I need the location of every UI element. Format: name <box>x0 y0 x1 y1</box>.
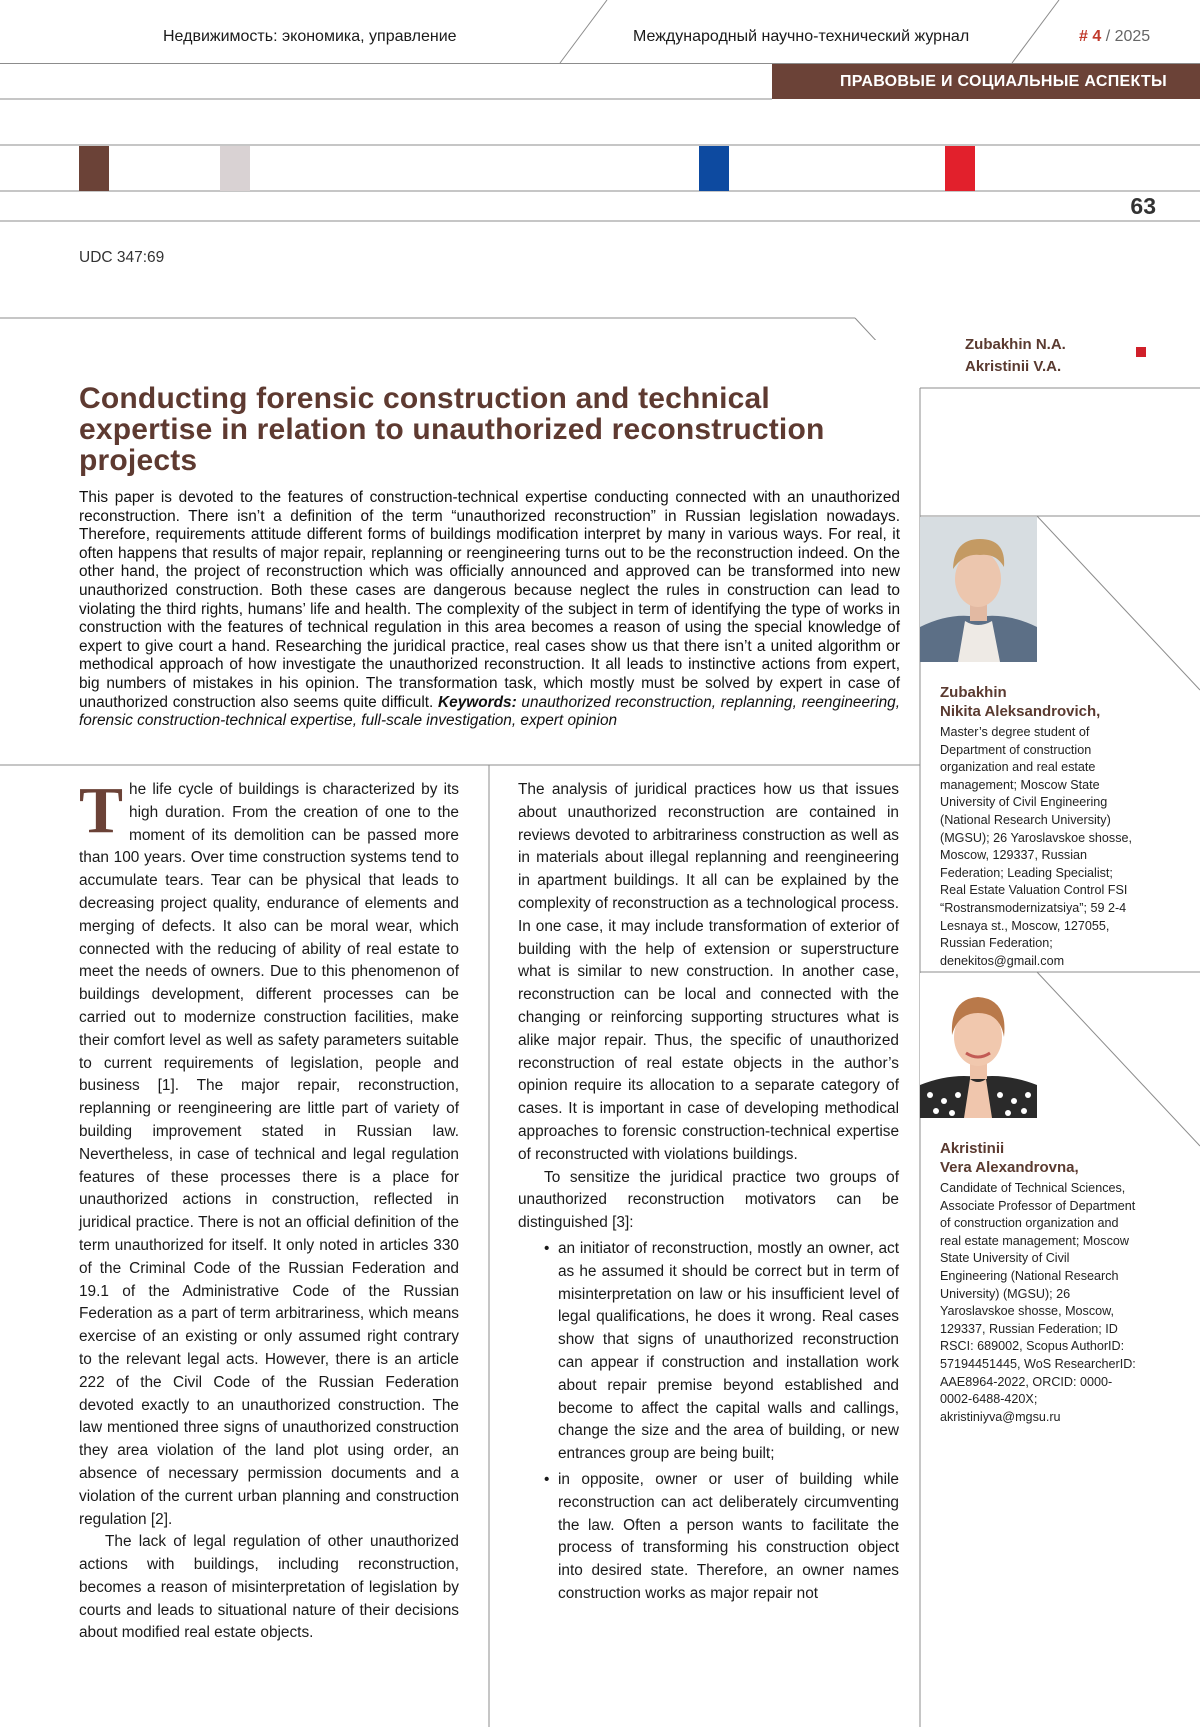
page-number: 63 <box>1130 193 1156 219</box>
bio-text-zubakhin: Master’s degree student of Department of construction organization and real estate management; Moscow State University of Civil Engineering (National Research University) (MGSU); 26 Yaroslavskoe shosse, Moscow, 129337, Russian Federation; Leading Specialist; Real Estate Valuation Control FSI “Rostransmodernizatsiya”; 59 2-4 Lesnaya st., Moscow, 127055, Russian Federation; denekitos@gmail.com <box>940 725 1133 968</box>
abstract <box>79 489 900 731</box>
journal-title-ru: Недвижимость: экономика, управление <box>163 28 457 45</box>
body-paragraph: The analysis of juridical practices how us that issues about unauthorized reconstruction are contained in reviews devoted to arbitrariness construction as well as in materials about illegal replanning and reengineering in apartment buildings. It all can be explained by the complexity of reconstruction as a technological process. In one case, it may include transformation of exterior of building with the help of extension or superstructure what is similar to new construction. In another case, reconstruction can be local and connected with the changing or reinforcing supporting structures what is alike major repair. Thus, the specific of unauthorized reconstruction of real estate objects in the author’s opinion require its allocation to a separate category of cases. It is important in case of developing methodical approaches to forensic construction-technical expertise of reconstructed with violations buildings. <box>518 781 899 1163</box>
color-swatch-red <box>945 146 975 191</box>
drop-cap: T <box>79 774 124 847</box>
body-paragraph: To sensitize the juridical practice two groups of unauthorized reconstruction motivators can be distinguished [3]: <box>518 1168 899 1232</box>
author-photo-akristinii <box>920 973 1037 1118</box>
body-column-left <box>79 774 459 1645</box>
bio-given-name: Vera Alexandrovna, <box>940 1159 1079 1176</box>
abstract-text: This paper is devoted to the features of construction-technical expertise conducting connected with an unauthorized reconstruction. There isn’t a definition of the term “unauthorized reconstruction” in Russian legislation nowadays. Therefore, requirements attitude different forms of buildings modification interpret by many in various ways. For real, it often happens that results of major repair, replanning or reengineering turns out to be the reconstruction indeed. On the other hand, the project of reconstruction which was officially announced and approved can be transformed into new unauthorized construction. Both these cases are dangerous because neglect the rules in construction can lead to violating the third rights, humans’ life and health. The complexity of the subject in term of identifying the type of works in construction with the features of technical regulation in this area becomes a reason of using the special knowledge of expert to give court a hand. Researching the juridical practice, real cases show us that there isn’t a united algorithm or methodical approach of how investigate the unauthorized reconstruction. It all leads to instinctive actions from expert, big numbers of mistakes in his opinion. The transformation task, which mostly must be solved by expert in case of unauthorized construction also seems quite difficult. <box>79 489 900 711</box>
list-item: • in opposite, owner or user of building while reconstruction can act deliberately circumventing the law. Often a person wants to facilitate the process of transforming his construction object into desired state. Therefore, an owner names construction works as major repair not <box>518 1469 899 1606</box>
author-name: Zubakhin N.A. <box>965 336 1066 353</box>
body-paragraph: The life cycle of buildings is characterized by its high duration. From the creation of one to the moment of its demolition can be passed more than 100 years. Over time construction systems tend to accumulate tears. Tear can be physical that leads to decreasing project quality, endurance of elements and merging of defects. It also can be moral wear, which connected with the reducing of ability of real estate to meet the needs of owners. Due to this phenomenon of buildings development, different processes can be carried out to modernize construction facilities, make their comfort level as well as safety parameters suitable to current requirements of legislation, people and business [1]. The major repair, reconstruction, replanning or reengineering are little part of variety of building improvement stated in Russian law. Nevertheless, in case of technical and legal regulation features of these processes there is a place for unauthorized actions in construction, reflected in juridical practice. There is not an official definition of the term unauthorized for itself. It only noted in articles 330 of the Criminal Code of the Russian Federation and 19.1 of the Administrative Code of the Russian Federation as a part of term arbitrariness, which means exercise of an existing or only assumed right contrary to the relevant legal acts. However, there is an article 222 of the Civil Code of the Russian Federation devoted exactly to an unauthorized construction. The law mentioned three signs of unauthorized construction they area violation of the land plot using order, an absence of necessary permission documents and a violation of the current urban planning and construction regulation [2]. <box>79 774 459 1528</box>
bio-text-akristinii: Candidate of Technical Sciences, Associate Professor of Department of construction organization and real estate management; Moscow State University of Civil Engineering (National Research University) (MGSU); 26 Yaroslavskoe shosse, Moscow, 129337, Russian Federation; ID RSCI: 689002, Scopus AuthorID: 57194451445, WoS ResearcherID: AAE8964-2022, ORCID: 0000-0002-6488-420X; akristiniyva@mgsu.ru <box>940 1181 1136 1424</box>
body-paragraph: The lack of legal regulation of other unauthorized actions with buildings, including reconstruction, becomes a reason of misinterpretation of legislation by courts and leads to situational nature of their decisions about modified real estate objects. <box>79 1533 459 1642</box>
motivator-list <box>518 1238 899 1606</box>
bio-name-zubakhin <box>940 683 1100 721</box>
header-decor-lines <box>0 0 1200 340</box>
section-title: ПРАВОВЫЕ И СОЦИАЛЬНЫЕ АСПЕКТЫ <box>840 72 1167 90</box>
body-column-right <box>518 779 899 1606</box>
bio-surname: Akristinii <box>940 1140 1005 1157</box>
color-swatch-brown <box>79 146 109 191</box>
bio-name-akristinii <box>940 1139 1079 1177</box>
udc-code: UDC 347:69 <box>79 249 165 266</box>
journal-subtitle-ru: Международный научно-технический журнал <box>633 28 970 45</box>
author-name: Akristinii V.A. <box>965 358 1062 375</box>
section-bar <box>772 64 1200 99</box>
bio-given-name: Nikita Aleksandrovich, <box>940 703 1101 720</box>
issue-number: # 4 <box>1079 28 1102 45</box>
list-item: • an initiator of reconstruction, mostly an owner, act as he assumed it should be correct but in term of misinterpretation on law or his insufficient level of legal qualifications, he does it wrong. Real cases show that signs of unauthorized reconstruction can appear if construction and installation work about repair premise beyond established and become to affect the capital walls and callings, change the size and the area of building, or new entrances group are being built; <box>518 1238 899 1466</box>
keywords-label: Keywords: <box>438 693 517 711</box>
keywords: unauthorized reconstruction, replanning, reengineering, forensic construction-technical expertise, full-scale investigation, expert opinion <box>79 693 900 730</box>
article-title: Conducting forensic construction and technical expertise in relation to unauthorized reconstruction projects <box>79 382 825 477</box>
bio-surname: Zubakhin <box>940 684 1007 701</box>
issue-year: / 2025 <box>1105 28 1151 45</box>
color-swatch-grey <box>220 146 250 191</box>
color-swatch-blue <box>699 146 729 191</box>
author-photo-zubakhin <box>920 517 1037 662</box>
